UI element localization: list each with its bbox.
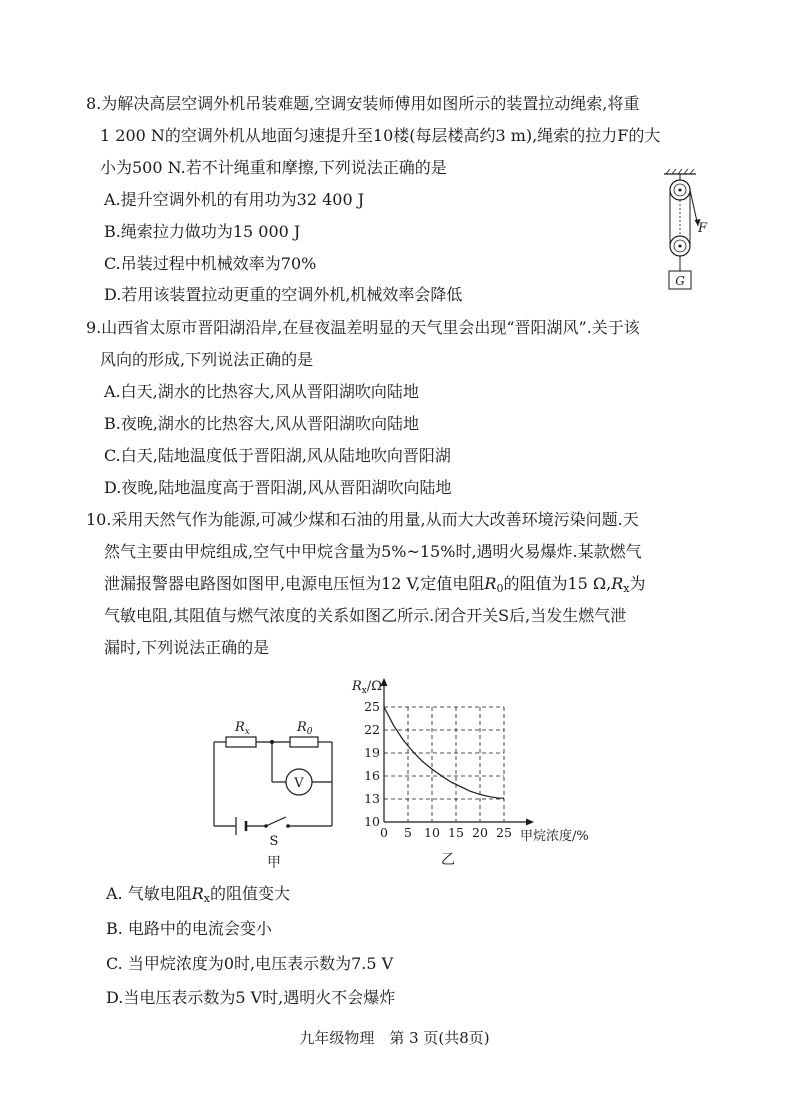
- q9-stem-line2: 风向的形成,下列说法正确的是: [100, 350, 314, 369]
- r0-label: $R_0$: [297, 720, 313, 737]
- q8-stem-line1: 8.为解决高层空调外机吊装难题,空调安装师傅用如图所示的装置拉动绳索,将重: [86, 94, 640, 113]
- q9-stem-line1: 9.山西省太原市晋阳湖沿岸,在昼夜温差明显的天气里会出现“晋阳湖风”.关于该: [86, 318, 640, 337]
- x-tick-label-5: 25: [496, 825, 512, 840]
- resistance-concentration-chart: [344, 674, 624, 870]
- y-tick-label-0: 10: [364, 814, 380, 829]
- q9-option-d: D.夜晚,陆地温度高于晋阳湖,风从晋阳湖吹向陆地: [104, 478, 452, 497]
- chart-grid: [384, 707, 504, 822]
- voltmeter-label: V: [294, 776, 304, 791]
- circuit-diagram: [200, 712, 350, 872]
- q10-option-b: B. 电路中的电流会变小: [106, 919, 272, 938]
- x-tick-label-0: 0: [380, 825, 388, 840]
- q8-option-c: C.吊装过程中机械效率为70%: [104, 254, 317, 273]
- q10-stem-line4: 气敏电阻,其阻值与燃气浓度的关系如图乙所示.闭合开关S后,当发生燃气泄: [104, 606, 627, 625]
- q8-stem-line3: 小为500 N.若不计绳重和摩擦,下列说法正确的是: [100, 158, 447, 177]
- q10-stem-line5: 漏时,下列说法正确的是: [104, 638, 270, 657]
- q9-option-a: A.白天,湖水的比热容大,风从晋阳湖吹向陆地: [104, 382, 419, 401]
- y-tick-label-5: 25: [364, 699, 380, 714]
- chart-caption: 乙: [441, 852, 455, 868]
- page-footer: 九年级物理 第 3 页(共8页): [299, 1029, 490, 1047]
- x-tick-label-4: 20: [472, 825, 488, 840]
- q9-option-c: C.白天,陆地温度低于晋阳湖,风从陆地吹向晋阳湖: [104, 446, 451, 465]
- q10-stem-line2: 然气主要由甲烷组成,空气中甲烷含量为5%~15%时,遇明火易爆炸.某款燃气: [104, 542, 642, 561]
- y-tick-label-4: 22: [364, 722, 380, 737]
- y-axis-label: $R_x/\Omega$: [352, 679, 383, 696]
- rx-label: $R_x$: [235, 720, 250, 737]
- x-tick-label-1: 5: [404, 825, 412, 840]
- resistor-r0: [290, 737, 318, 747]
- y-tick-label-2: 16: [364, 768, 380, 783]
- switch-blade: [266, 817, 286, 826]
- q10-stem-line1: 10.采用天然气作为能源,可减少煤和石油的用量,从而大大改善环境污染问题.天: [86, 510, 639, 529]
- x-tick-label-3: 15: [448, 825, 464, 840]
- q10-option-c: C. 当甲烷浓度为0时,电压表示数为7.5 V: [106, 954, 394, 973]
- q8-option-a: A.提升空调外机的有用功为32 400 J: [104, 190, 365, 209]
- x-tick-label-2: 10: [424, 825, 440, 840]
- q8-stem-line2: 1 200 N的空调外机从地面匀速提升至10楼(每层楼高约3 m),绳索的拉力F的大: [100, 126, 661, 145]
- q8-option-b: B.绳索拉力做功为15 000 J: [104, 222, 301, 241]
- y-tick-label-3: 19: [364, 745, 380, 760]
- q8-option-d: D.若用该装置拉动更重的空调外机,机械效率会降低: [104, 285, 463, 304]
- x-axis-label: 甲烷浓度/%: [520, 829, 589, 844]
- weight-label: G: [675, 274, 685, 288]
- junction-dot: [270, 740, 274, 744]
- resistor-rx: [226, 737, 256, 747]
- q10-stem-line3: 泄漏报警器电路图如图甲,电源电压恒为12 V,定值电阻$R_0$的阻值为15 $\Omega,R_x$为: [104, 574, 646, 595]
- x-axis-arrow: [526, 819, 534, 826]
- q10-option-d: D.当电压表示数为5 V时,遇明火不会爆炸: [106, 988, 396, 1007]
- chart-axes: [381, 678, 535, 826]
- circuit-caption: 甲: [267, 855, 281, 871]
- switch-label: S: [269, 834, 279, 849]
- pulley-diagram: [650, 168, 720, 294]
- q10-option-a: A. 气敏电阻$R_x$的阻值变大: [106, 884, 291, 905]
- y-tick-label-1: 13: [364, 791, 380, 806]
- force-label: F: [698, 221, 708, 236]
- resistance-curve: [384, 707, 504, 798]
- q9-option-b: B.夜晚,湖水的比热容大,风从晋阳湖吹向陆地: [104, 414, 420, 433]
